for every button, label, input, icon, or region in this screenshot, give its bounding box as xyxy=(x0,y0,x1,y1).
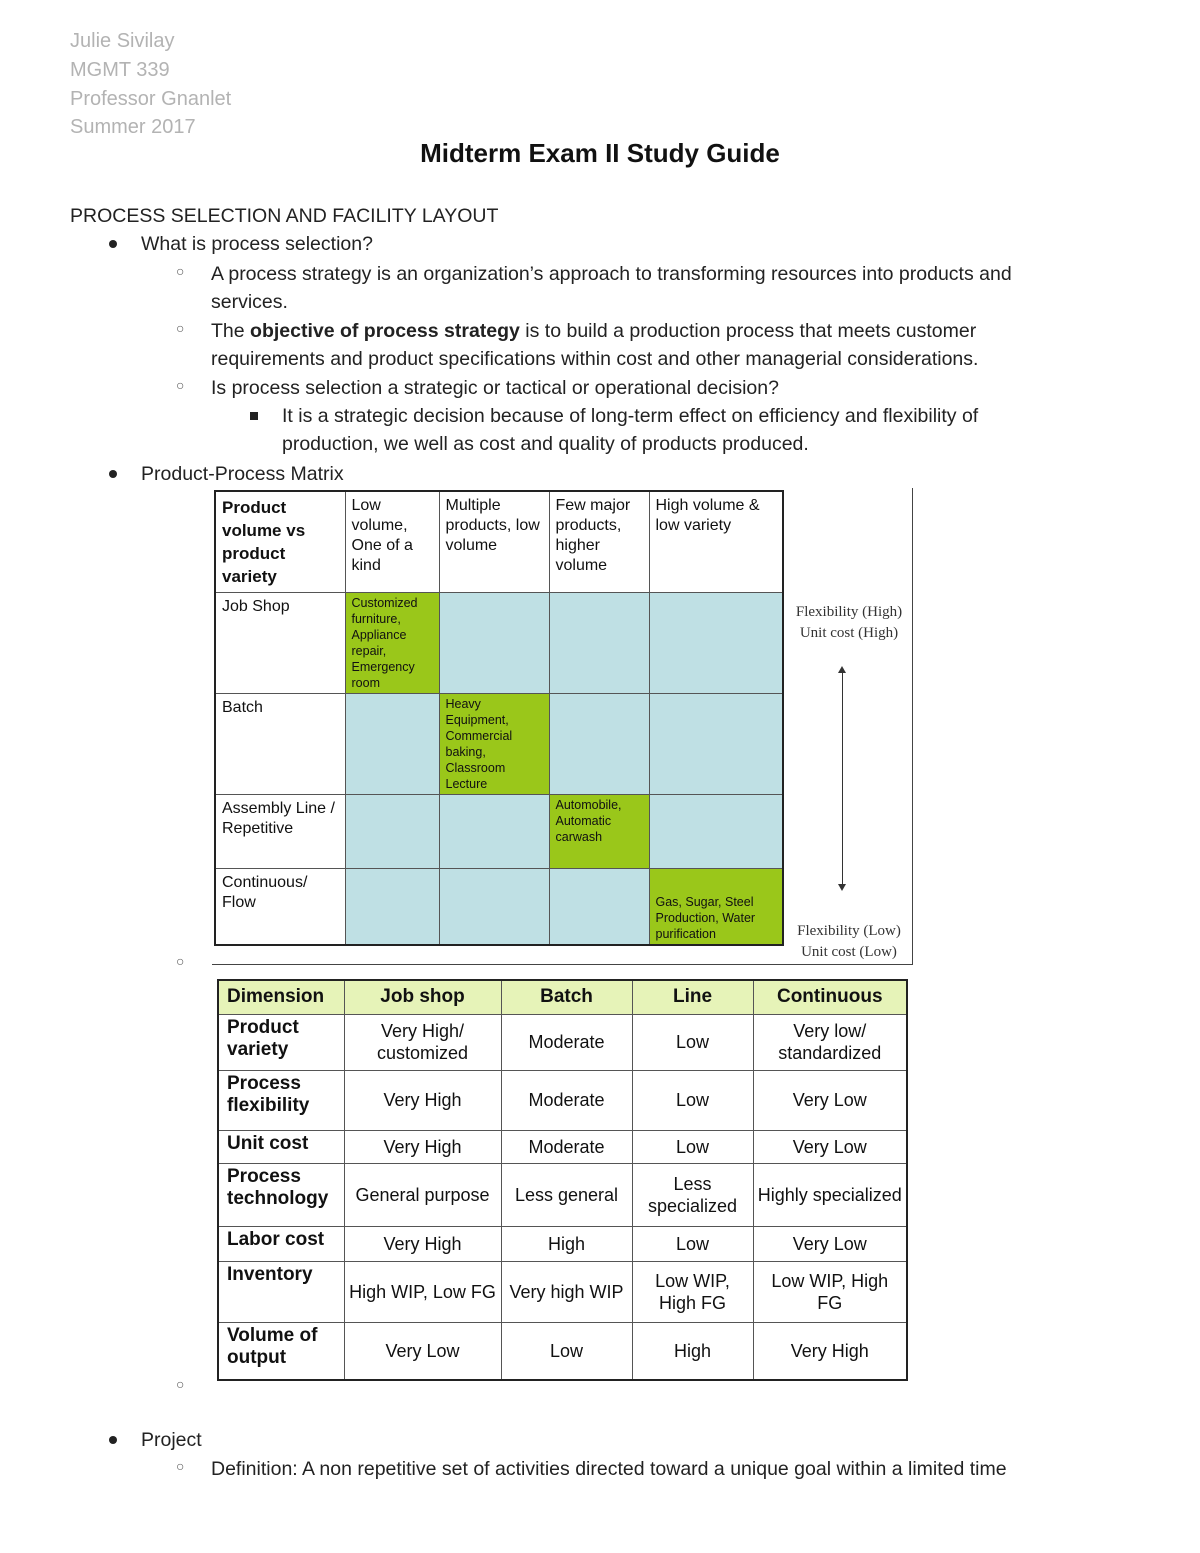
arrow-down-icon xyxy=(838,884,846,891)
objective-bold-text: objective of process strategy xyxy=(250,320,520,342)
table-row xyxy=(218,1163,907,1226)
product-process-matrix xyxy=(214,490,784,946)
dim-cell: Very Low xyxy=(344,1322,501,1380)
flexibility-high-label: Flexibility (High) Unit cost (High) xyxy=(795,604,903,641)
matrix-row-header: Job Shop xyxy=(215,593,345,694)
table-row xyxy=(218,1226,907,1261)
sub-bullet-strategy-line1: A process strategy is an organization’s approach to transforming resources into products and xyxy=(211,263,1012,285)
dim-row-label: Product variety xyxy=(218,1014,344,1070)
table-row xyxy=(218,1014,907,1070)
dim-cell: Moderate xyxy=(501,1130,632,1163)
dim-cell: Very low/ standardized xyxy=(753,1014,907,1070)
matrix-col-header: Low volume, One of a kind xyxy=(345,491,439,593)
matrix-cell xyxy=(649,795,783,869)
double-arrow-line xyxy=(842,672,843,886)
dim-cell: Very High xyxy=(344,1226,501,1261)
bullet-process-selection: What is process selection? xyxy=(141,233,373,255)
table-row xyxy=(218,1261,907,1322)
bullet-product-process-matrix: Product-Process Matrix xyxy=(141,463,344,485)
matrix-col-header: High volume & low variety xyxy=(649,491,783,593)
hollow-circle-bullet-icon: ○ xyxy=(176,263,185,279)
matrix-side-frame xyxy=(912,488,913,964)
dim-cell: Very Low xyxy=(753,1226,907,1261)
table-row xyxy=(218,1322,907,1380)
dim-cell: High xyxy=(632,1322,753,1380)
table-row xyxy=(218,1130,907,1163)
dim-cell: Very High xyxy=(753,1322,907,1380)
hollow-circle-bullet-icon: ○ xyxy=(176,1458,185,1474)
hollow-circle-bullet-icon: ○ xyxy=(176,953,185,969)
dim-row-label: Inventory xyxy=(218,1261,344,1322)
sub-sub-bullet-answer-line1: It is a strategic decision because of long-term effect on efficiency and flexibility of xyxy=(282,405,979,427)
dim-cell: Very High xyxy=(344,1130,501,1163)
matrix-cell xyxy=(549,694,649,795)
dim-cell: Low xyxy=(632,1014,753,1070)
dim-header: Job shop xyxy=(344,980,501,1014)
dim-cell: Moderate xyxy=(501,1070,632,1130)
matrix-col-header: Few major products, higher volume xyxy=(549,491,649,593)
matrix-example-cell: Gas, Sugar, Steel Production, Water purification xyxy=(649,869,783,945)
filled-circle-bullet-icon xyxy=(109,470,117,478)
dim-cell: Low xyxy=(632,1226,753,1261)
sub-sub-bullet-answer-line2: production, we well as cost and quality of products produced. xyxy=(282,433,809,455)
dim-cell: Moderate xyxy=(501,1014,632,1070)
dim-cell: Less specialized xyxy=(632,1163,753,1226)
matrix-row-header: Assembly Line / Repetitive xyxy=(215,795,345,869)
matrix-cell xyxy=(439,593,549,694)
matrix-example-cell: Customized furniture, Appliance repair, Emergency room xyxy=(345,593,439,694)
matrix-cell xyxy=(439,795,549,869)
matrix-example-cell: Heavy Equipment, Commercial baking, Classroom Lecture xyxy=(439,694,549,795)
course-code: MGMT 339 xyxy=(70,59,170,81)
dim-row-label: Labor cost xyxy=(218,1226,344,1261)
sub-bullet-objective-line1: The objective of process strategy is to build a production process that meets customer xyxy=(211,320,977,342)
dim-cell: Very High/ customized xyxy=(344,1014,501,1070)
hollow-circle-bullet-icon: ○ xyxy=(176,320,185,336)
dim-row-label: Unit cost xyxy=(218,1130,344,1163)
matrix-cell xyxy=(549,869,649,945)
dim-cell: Low xyxy=(632,1130,753,1163)
matrix-cell xyxy=(549,593,649,694)
dim-cell: Very High xyxy=(344,1070,501,1130)
dim-cell: Very high WIP xyxy=(501,1261,632,1322)
filled-circle-bullet-icon xyxy=(109,240,117,248)
term: Summer 2017 xyxy=(70,116,196,138)
dim-cell: Low WIP, High FG xyxy=(753,1261,907,1322)
dim-cell: High xyxy=(501,1226,632,1261)
flexibility-low-label: Flexibility (Low) Unit cost (Low) xyxy=(797,923,901,960)
filled-square-bullet-icon xyxy=(250,412,258,420)
dimension-table xyxy=(217,979,908,1381)
dim-header: Continuous xyxy=(753,980,907,1014)
matrix-bottom-rule xyxy=(212,964,913,965)
matrix-row-header: Continuous/ Flow xyxy=(215,869,345,945)
dim-cell: Low xyxy=(501,1322,632,1380)
bullet-project: Project xyxy=(141,1429,202,1451)
dim-cell: Highly specialized xyxy=(753,1163,907,1226)
dim-cell: Very Low xyxy=(753,1130,907,1163)
matrix-cell xyxy=(649,694,783,795)
dim-row-label: Volume of output xyxy=(218,1322,344,1380)
dim-cell: High WIP, Low FG xyxy=(344,1261,501,1322)
table-row xyxy=(218,1070,907,1130)
page-title: Midterm Exam II Study Guide xyxy=(420,138,780,168)
matrix-cell xyxy=(649,593,783,694)
dim-cell: Very Low xyxy=(753,1070,907,1130)
matrix-cell xyxy=(439,869,549,945)
dim-cell: Low xyxy=(632,1070,753,1130)
dim-cell: Less general xyxy=(501,1163,632,1226)
matrix-example-cell: Automobile, Automatic carwash xyxy=(549,795,649,869)
sub-bullet-strategy-line2: services. xyxy=(211,291,288,313)
filled-circle-bullet-icon xyxy=(109,1436,117,1444)
dim-header: Dimension xyxy=(218,980,344,1014)
hollow-circle-bullet-icon: ○ xyxy=(176,377,185,393)
sub-bullet-project-definition: Definition: A non repetitive set of activities directed toward a unique goal within a limited time xyxy=(211,1458,1007,1480)
matrix-row-header: Batch xyxy=(215,694,345,795)
section-heading: PROCESS SELECTION AND FACILITY LAYOUT xyxy=(70,205,499,227)
matrix-col-header: Multiple products, low volume xyxy=(439,491,549,593)
matrix-cell xyxy=(345,795,439,869)
professor-name: Professor Gnanlet xyxy=(70,88,232,110)
dim-header: Line xyxy=(632,980,753,1014)
sub-bullet-objective-line2: requirements and product specifications within cost and other managerial considerations. xyxy=(211,348,979,370)
hollow-circle-bullet-icon: ○ xyxy=(176,1376,185,1392)
dim-row-label: Process flexibility xyxy=(218,1070,344,1130)
matrix-cell xyxy=(345,869,439,945)
dim-header: Batch xyxy=(501,980,632,1014)
sub-bullet-decision-question: Is process selection a strategic or tactical or operational decision? xyxy=(211,377,779,399)
dim-row-label: Process technology xyxy=(218,1163,344,1226)
dim-cell: General purpose xyxy=(344,1163,501,1226)
author-name: Julie Sivilay xyxy=(70,30,175,52)
matrix-cell xyxy=(345,694,439,795)
dim-cell: Low WIP, High FG xyxy=(632,1261,753,1322)
matrix-corner-label: Product volume vs product variety xyxy=(215,491,345,593)
